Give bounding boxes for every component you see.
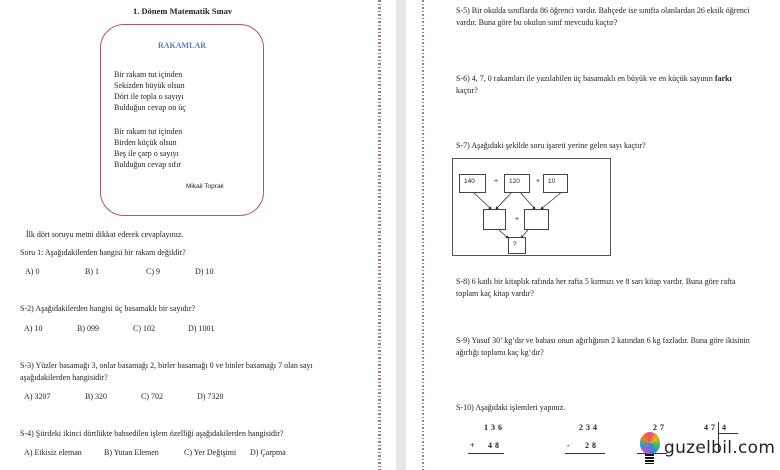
poem-line: Beş ile çarp o sayıyı	[114, 149, 179, 158]
poem-author: Mikail Toprak	[186, 183, 224, 190]
diagram-box-140: 140	[459, 174, 486, 193]
question-6-line2: kaçtır?	[456, 86, 478, 95]
plus-sign: +	[536, 178, 541, 185]
plus-sign: +	[494, 178, 499, 185]
poem-line: Bir rakam tut içinden	[114, 70, 183, 79]
option-c: C) 102	[133, 324, 155, 333]
option-b: B) 099	[77, 324, 99, 333]
option-d: D) 10	[195, 267, 214, 276]
page-gutter	[396, 0, 406, 470]
option-a: A) 10	[24, 324, 43, 333]
instruction-text: İlk dört soruyu metni dikkat ederek cevaplayınız.	[26, 230, 184, 239]
lightbulb-icon	[640, 432, 660, 454]
exam-title: 1. Dönem Matematik Sınav	[133, 6, 233, 16]
subtraction-bottom: 28	[585, 441, 599, 450]
question-1: Soru 1: Aşağıdakilerden hangisi bir rakam değildir?	[20, 248, 186, 257]
question-9-line2: ağırlığı toplamı kaç kg’dır?	[456, 348, 544, 357]
page-edge-left	[378, 0, 381, 470]
option-c: C) 9	[146, 267, 160, 276]
division-dividend: 47	[704, 423, 718, 432]
left-page	[0, 0, 378, 470]
option-d: D) 7320	[197, 392, 224, 401]
addition-bottom: 48	[488, 441, 502, 450]
question-2: S-2) Aşağıdakilerden hangisi üç basamaklı bir sayıdır?	[20, 304, 196, 313]
diagram-box-empty	[483, 209, 506, 230]
addition-operator: +	[470, 441, 478, 450]
plus-sign: +	[515, 216, 520, 223]
question-7-diagram	[452, 158, 611, 256]
question-6	[456, 75, 732, 84]
option-a: A) 0	[25, 267, 40, 276]
watermark-text: guzelbil.com	[664, 438, 776, 458]
question-3-line2: aşağıdakilerden hangisidir?	[20, 373, 108, 382]
question-5-line2: vardır. Buna göre bu okulun sınıf mevcudu kaçtır?	[456, 18, 618, 27]
question-6-text: S-6) 4, 7, 0 rakamları ile yazılabilen üç basamaklı en büyük ve en küçük sayının	[456, 74, 715, 83]
poem-line: Bulduğun cevap sıfır	[114, 160, 182, 169]
lightbulb-base-icon	[645, 454, 654, 464]
arrow	[541, 191, 563, 209]
subtraction-underline	[565, 453, 605, 454]
multiplication-top: 27	[653, 423, 667, 432]
option-b: B) 1	[85, 267, 99, 276]
question-8-line2: toplam kaç kitap vardır?	[456, 289, 534, 298]
question-7: S-7) Aşağıdaki şekilde soru işareti yerine gelen sayı kaçtır?	[456, 141, 646, 150]
question-4: S-4) Şiirdeki ikinci dörtlükte bahsedilen işlem özelliği aşağıdakilerden hangisidir?	[20, 429, 284, 438]
arrow	[472, 191, 491, 209]
poem-box	[100, 24, 264, 216]
diagram-box-result: ?	[508, 237, 526, 254]
subtraction-operator: -	[567, 441, 573, 450]
subtraction-top: 234	[579, 423, 600, 432]
option-c: C) 702	[141, 392, 163, 401]
arrow	[519, 191, 535, 209]
question-3: S-3) Yüzler basamağı 3, onlar basamağı 2, birler basamağı 0 ve binler basamağı 7 olan sayı	[20, 361, 313, 370]
arrow	[496, 191, 513, 209]
question-6-bold: farkı	[714, 74, 732, 83]
option-b: B) Yutan Elemen	[104, 448, 159, 457]
poem-line: Dört ile topla o sayıyı	[114, 92, 184, 101]
division-divisor: 4	[722, 423, 729, 432]
option-d: D) 1001	[188, 324, 215, 333]
guzelbil-logo	[640, 432, 780, 470]
diagram-box-empty	[524, 209, 549, 230]
poem-line: Bulduğun cevap on üç	[114, 103, 186, 112]
addition-underline	[468, 453, 504, 454]
option-b: B) 320	[85, 392, 107, 401]
diagram-box-10: 10	[543, 174, 568, 193]
option-c: C) Yer Değişimi	[184, 448, 237, 457]
question-10: S-10) Aşağıdaki işlemleri yapınız.	[456, 403, 566, 412]
poem-line: Birden küçük olsun	[114, 138, 177, 147]
poem-line: Sekizden büyük olsun	[114, 81, 185, 90]
addition-top: 136	[484, 423, 505, 432]
diagram-box-120: 120	[504, 174, 530, 193]
poem-line: Bir rakam tut içinden	[114, 127, 183, 136]
arrow	[499, 230, 508, 238]
question-5: S-5) Bir okulda sınıflarda 86 öğrenci vardır. Bahçede ise sınıfta olanlardan 26 eksik öğrenci	[456, 6, 750, 15]
question-8: S-8) 6 katlı bir kitaplık rafında her rafta 5 kırmızı ve 8 sarı kitap vardır. Buna göre rafta	[456, 277, 736, 286]
option-a: A) Etkisiz eleman	[24, 448, 82, 457]
question-9: S-9) Yusuf 30’ kg’dır ve babası onun ağırlığının 2 katından 6 kg fazladır. Buna göre ikisinin	[456, 336, 750, 345]
option-d: D) Çarpma	[250, 448, 286, 457]
option-a: A) 3207	[24, 392, 51, 401]
poem-title: RAKAMLAR	[158, 41, 206, 50]
